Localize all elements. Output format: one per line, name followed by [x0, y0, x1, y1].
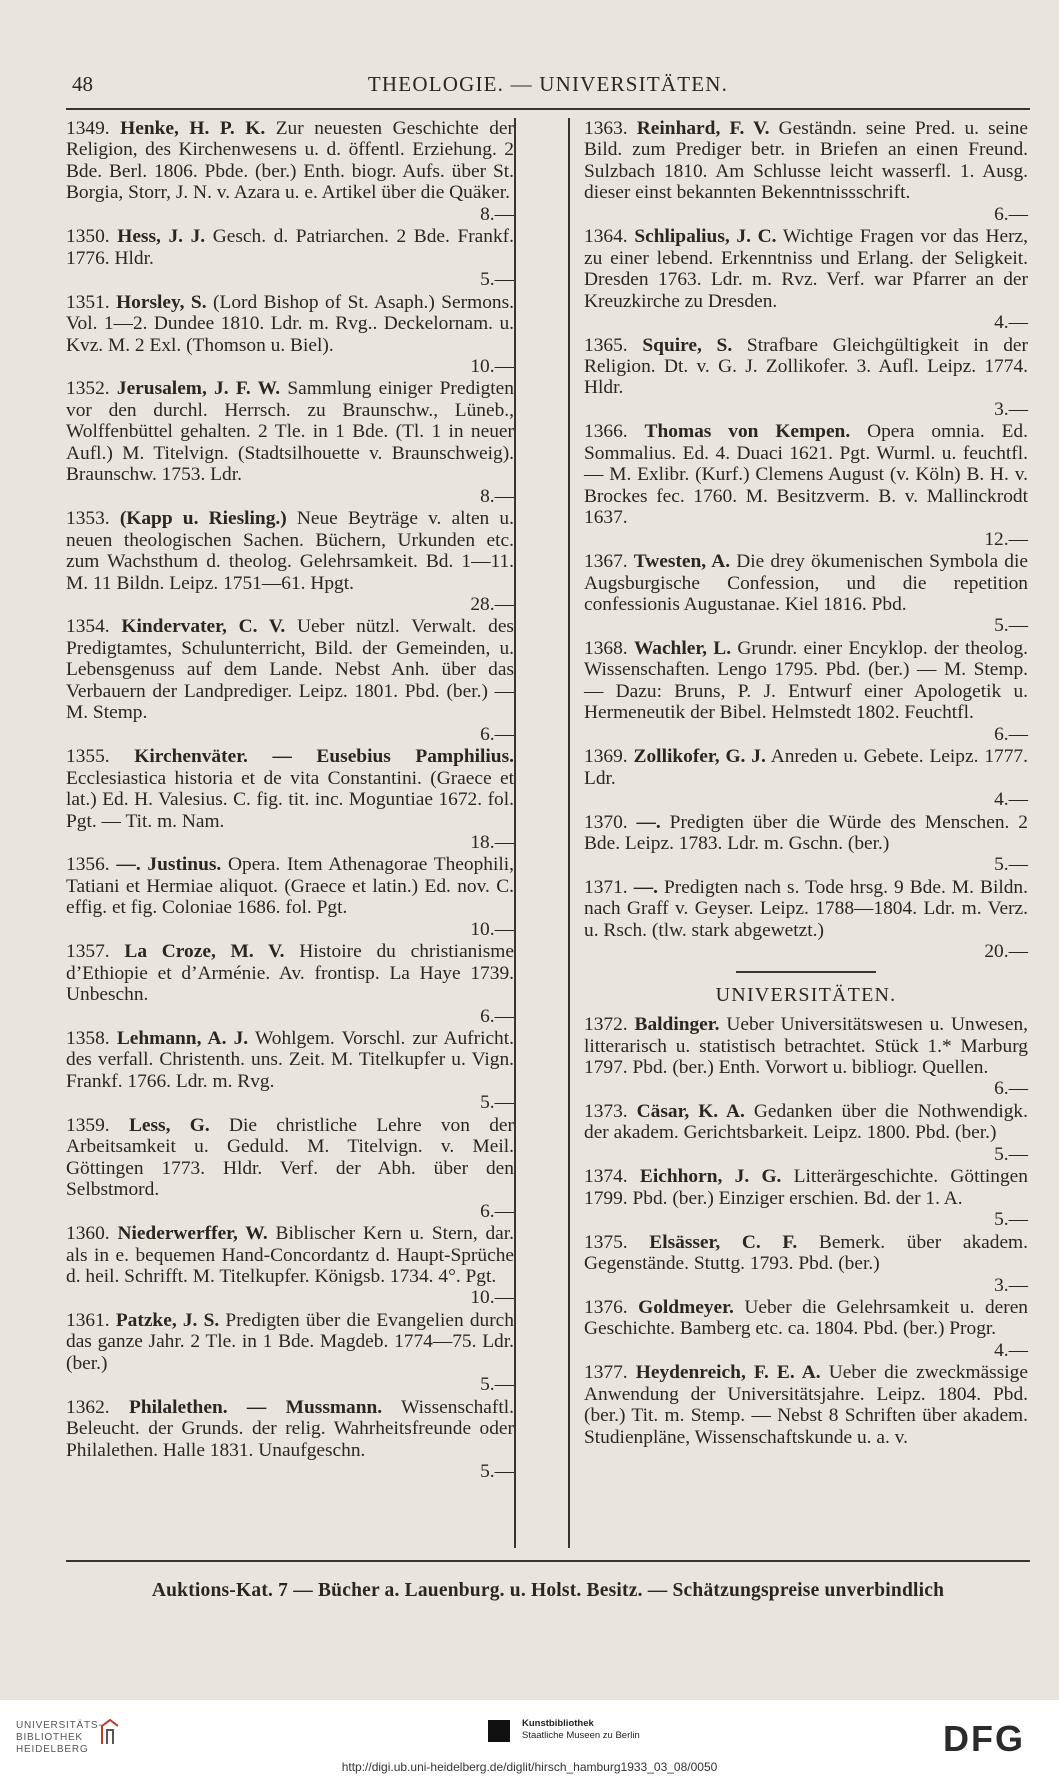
entry-number: 1363.: [584, 118, 628, 139]
catalog-entry: [584, 551, 1028, 637]
catalog-entry: [584, 1166, 1028, 1230]
entry-author: Baldinger.: [634, 1014, 720, 1036]
entry-author: Heydenreich, F. E. A.: [635, 1362, 821, 1384]
entry-price: 4.—: [994, 789, 1028, 811]
entry-price: 5.—: [480, 1374, 514, 1396]
entry-price: 3.—: [994, 398, 1028, 420]
entry-description: Gesch. d. Patriarchen. 2 Bde. Frankf. 1776. Hldr.: [66, 226, 514, 269]
entry-description: Histoire du christianisme d’Ethiopie et d’Arménie. Av. frontisp. La Haye 1739. Unbeschn.: [66, 941, 514, 1006]
entry-price: 5.—: [994, 1143, 1028, 1165]
entry-description: Predigten über die Würde des Menschen. 2 Bde. Leipz. 1783. Ldr. m. Gschn. (ber.): [584, 811, 1028, 854]
right-column-entries: [584, 118, 1028, 963]
library-logo-icon: [98, 1716, 122, 1748]
catalog-entry: [584, 1362, 1028, 1448]
catalog-entry: [66, 292, 514, 378]
library-line: UNIVERSITÄTS-: [16, 1720, 103, 1731]
entry-author: Patzke, J. S.: [115, 1309, 220, 1331]
entry-number: 1370.: [584, 811, 628, 833]
entry-number: 1351.: [66, 291, 110, 313]
entry-number: 1350.: [66, 226, 110, 248]
entry-author: Hess, J. J.: [117, 226, 206, 248]
entry-number: 1355.: [66, 746, 110, 768]
entry-description: Predigten nach s. Tode hrsg. 9 Bde. M. Bildn. nach Graff v. Geyser. Leipz. 1788—1804. Ldr. m. Verz. u. Rsch. (tlw. stark abgewetzt.): [584, 876, 1028, 941]
entry-price: 6.—: [994, 723, 1028, 745]
entry-price: 8.—: [480, 203, 514, 225]
entry-number: 1357.: [66, 941, 110, 963]
entry-price: 4.—: [994, 1339, 1028, 1361]
entry-description: Opera omnia. Ed. Sommalius. Ed. 4. Duaci 1621. Pgt. Wurml. u. feuchtfl. — M. Exlibr. (Kurf.) Clemens August (v. Köln) B. H. v. Brockes fec. 1760. M. Besitzverm. B. v. Mallinckrodt 1637.: [584, 421, 1028, 529]
entry-number: 1376.: [584, 1297, 628, 1319]
entry-description: Die christliche Lehre von der Arbeitsamkeit u. Geduld. M. Titelvign. v. Meil. Göttingen 1773. Hldr. Verf. der Abh. über den Selbstmord.: [66, 1114, 514, 1201]
entry-number: 1373.: [584, 1100, 628, 1122]
entry-description: Strafbare Gleichgültigkeit in der Religion. Dt. v. G. J. Zollikofer. 3. Aufl. Leipz. 1774. Hldr.: [584, 334, 1028, 399]
entry-description: Biblischer Kern u. Stern, dar. als in e. bequemen Hand-Concordantz d. Haupt-Sprüche d. heil. Schrifft. M. Titelkupfer. Königsb. 1734. 4°. Pgt.: [66, 1223, 514, 1288]
entry-description: Bemerk. über akadem. Gegenstände. Stuttg. 1793. Pbd. (ber.): [584, 1231, 1028, 1275]
entry-author: Less, G.: [128, 1114, 210, 1136]
entry-description: Sammlung einiger Predigten vor den durchl. Herrsch. zu Braunschw., Lüneb., Wolffenbüttel gehalten. 2 Tle. in 1 Bde. (Tl. 1 in neuer Aufl.) M. Titelvign. (Stadtsilhouette v. Braunschweig). Braunschw. 1753. Ldr.: [66, 378, 514, 486]
entry-number: 1364.: [584, 226, 628, 248]
catalog-entry: [66, 746, 514, 853]
entry-price: 6.—: [480, 1005, 514, 1027]
entry-description: Ecclesiastica historia et de vita Constantini. (Graece et lat.) Ed. H. Valesius. C. fig. tit. inc. Moguntiae 1672. fol. Pgt. — Tit. m. Nam.: [66, 767, 514, 832]
catalog-entry: [66, 616, 514, 745]
entry-author: Wachler, L.: [633, 637, 732, 659]
entry-price: 6.—: [480, 723, 514, 745]
entry-description: Litterärgeschichte. Göttingen 1799. Pbd. (ber.) Einziger erschien. Bd. der 1. A.: [584, 1166, 1028, 1209]
catalog-entry: [584, 226, 1028, 333]
entry-price: 5.—: [480, 1461, 514, 1483]
entry-number: 1367.: [584, 551, 628, 573]
catalog-entry: [66, 118, 514, 225]
entry-price: 12.—: [984, 528, 1028, 550]
entry-price: 5.—: [994, 1209, 1028, 1231]
entry-number: 1375.: [584, 1231, 628, 1253]
entry-description: Ueber nützl. Verwalt. des Predigtamtes, Schulunterricht, Bild. der Gemeinden, u. Lebensgenuss auf dem Lande. Nebst Anh. über das Verbauern der Landprediger. Leipz. 1801. Pbd. (ber.) — M. Stemp.: [66, 616, 514, 724]
entry-number: 1377.: [584, 1362, 628, 1384]
catalog-entry: [584, 1101, 1028, 1165]
entry-author: Zollikofer, G. J.: [633, 746, 766, 768]
catalog-entry: [66, 378, 514, 507]
catalog-entry: [66, 508, 514, 615]
entry-author: Twesten, A.: [633, 551, 731, 573]
entry-price: 4.—: [994, 312, 1028, 334]
entry-price: 28.—: [470, 593, 514, 615]
entry-author: Elsässer, C. F.: [649, 1231, 798, 1253]
entry-number: 1356.: [66, 854, 110, 876]
entry-price: 5.—: [994, 615, 1028, 637]
entry-author: Squire, S.: [642, 334, 733, 356]
entry-author: Lehmann, A. J.: [116, 1028, 249, 1050]
entry-price: 3.—: [994, 1274, 1028, 1296]
entry-description: Gedanken über die Nothwendigk. der akadem. Gerichtsbarkeit. Leipz. 1800. Pbd. (ber.): [584, 1100, 1028, 1144]
catalog-entry: [66, 1028, 514, 1114]
entry-author: Philalethen. — Mussmann.: [129, 1396, 383, 1418]
column-divider-right: [568, 118, 570, 1548]
section-divider: [736, 971, 876, 973]
entry-author: Thomas von Kempen.: [644, 421, 851, 443]
entry-author: Eichhorn, J. G.: [639, 1166, 782, 1188]
entry-price: 6.—: [994, 1078, 1028, 1100]
catalog-entry: [66, 226, 514, 290]
digitization-bar: [0, 1700, 1059, 1778]
entry-number: 1358.: [66, 1028, 110, 1050]
entry-description: Geständn. seine Pred. u. seine Bild. zum Prediger betr. in Briefen an einen Freund. Sulzbach 1810. Am Schlusse leicht wasserfl. 1. Ausg. dieser einst bekannten Bekenntnissschrift.: [584, 118, 1028, 204]
entry-price: 6.—: [994, 203, 1028, 225]
entry-description: Die drey ökumenischen Symbola die Augsburgische Confession, und die repetition confessionis Augustanae. Kiel 1816. Pbd.: [584, 551, 1028, 615]
catalog-entry: [584, 118, 1028, 225]
page-number: 48: [72, 72, 93, 96]
library-line: HEIDELBERG: [16, 1744, 89, 1755]
entry-number: 1374.: [584, 1166, 628, 1188]
entry-price: 10.—: [470, 355, 514, 377]
entry-author: La Croze, M. V.: [124, 941, 285, 963]
entry-author: Kindervater, C. V.: [121, 616, 286, 638]
entry-price: 10.—: [470, 1287, 514, 1309]
entry-number: 1362.: [66, 1396, 110, 1418]
catalog-entry: [584, 812, 1028, 876]
catalog-entry: [66, 854, 514, 940]
entry-number: 1352.: [66, 378, 110, 400]
catalog-entry: [584, 746, 1028, 810]
entry-description: Ueber Universitätswesen u. Unwesen, litterarisch u. statistisch betrachtet. Stück 1.* Marburg 1797. Pbd. (ber.) Enth. Vorwort u. bibliogr. Quellen.: [584, 1014, 1029, 1079]
entry-number: 1361.: [66, 1309, 110, 1331]
catalog-entry: [584, 421, 1028, 550]
entry-number: 1353.: [66, 508, 110, 530]
catalog-footer: Auktions-Kat. 7 — Bücher a. Lauenburg. u. Holst. Besitz. — Schätzungspreise unverbindlich: [151, 1580, 945, 1601]
entry-number: 1372.: [584, 1014, 628, 1036]
entry-author: Horsley, S.: [116, 291, 207, 313]
catalog-entry: [66, 1310, 514, 1396]
entry-author: Reinhard, F. V.: [636, 118, 770, 139]
kunst-subtitle: Staatliche Museen zu Berlin: [522, 1730, 640, 1741]
entry-author: Kirchenväter. — Eusebius Pamphilius.: [134, 746, 514, 768]
entry-price: 20.—: [984, 941, 1028, 963]
section-title: UNIVERSITÄTEN.: [715, 983, 897, 1006]
entry-author: (Kapp u. Riesling.): [119, 508, 287, 530]
catalog-entry: [584, 1297, 1028, 1361]
entry-author: —.: [636, 811, 661, 833]
entry-number: 1371.: [584, 876, 628, 898]
catalog-entry: [66, 1397, 514, 1483]
header-rule: [66, 108, 1030, 110]
entry-number: 1354.: [66, 616, 110, 638]
entry-price: 5.—: [480, 1092, 514, 1114]
kunst-title: Kunstbibliothek: [522, 1718, 594, 1729]
entry-author: Henke, H. P. K.: [120, 118, 266, 139]
catalog-entry: [584, 638, 1028, 745]
entry-number: 1368.: [584, 637, 628, 659]
entry-description: Ueber die zweckmässige Anwendung der Universitätsjahre. Leipz. 1804. Pbd. (ber.) Tit. m. Stemp. — Nebst 8 Schriften über akadem. Studienpläne, Wissenschaftskunde u. a. v.: [584, 1362, 1028, 1448]
entry-description: Wichtige Fragen vor das Herz, zu einer lebend. Erkenntniss und Erlang. der Seligkeit. Dresden 1763. Ldr. m. Rvz. Verf. war Pfarrer an der Kreuzkirche zu Dresden.: [584, 226, 1028, 312]
entry-description: Opera. Item Athenagorae Theophili, Tatiani et Hermiae aliquot. (Graece et latin.) Ed. nov. C. effig. et fig. Coloniae 1686. fol. Pgt.: [66, 854, 514, 919]
entry-price: 5.—: [994, 854, 1028, 876]
entry-number: 1366.: [584, 421, 628, 443]
footer-rule: [66, 1560, 1030, 1562]
catalog-entry: [584, 1232, 1028, 1296]
entry-description: Anreden u. Gebete. Leipz. 1777. Ldr.: [584, 746, 1028, 789]
entry-author: Jerusalem, J. F. W.: [116, 378, 281, 400]
entry-description: Grundr. einer Encyklop. der theolog. Wissenschaften. Lengo 1795. Pbd. (ber.) — M. Stemp. — Dazu: Bruns, P. J. Entwurf einer Apologetik u. Hermeneutik der Bibel. Helmstedt 1802. Feuchtfl.: [584, 637, 1029, 724]
entry-author: Goldmeyer.: [638, 1297, 734, 1319]
column-divider-left: [514, 118, 516, 1548]
right-column: [584, 118, 1028, 1449]
catalog-entry: [584, 877, 1028, 963]
library-name: [16, 1720, 103, 1756]
kunstbibliothek-logo-icon: [488, 1720, 510, 1742]
entry-author: —. Justinus.: [116, 854, 222, 876]
entry-description: Wohlgem. Vorschl. zur Aufricht. des verfall. Christenth. uns. Zeit. M. Titelkupfer u. Vign. Frankf. 1766. Ldr. m. Rvg.: [66, 1028, 514, 1092]
entry-price: 10.—: [470, 918, 514, 940]
catalog-entry: [66, 941, 514, 1027]
source-url[interactable]: http://digi.ub.uni-heidelberg.de/diglit/hirsch_hamburg1933_03_08/0050: [341, 1760, 718, 1774]
entry-author: Niederwerffer, W.: [117, 1223, 268, 1245]
catalog-entry: [66, 1223, 514, 1309]
running-head: THEOLOGIE. — UNIVERSITÄTEN.: [367, 72, 729, 96]
entry-number: 1359.: [66, 1114, 110, 1136]
entry-author: Schlipalius, J. C.: [634, 226, 777, 248]
dfg-logo: DFG: [943, 1718, 1025, 1759]
entry-author: —.: [633, 876, 658, 898]
left-column: [66, 118, 514, 1484]
entry-price: 8.—: [480, 485, 514, 507]
catalog-entry: [66, 1115, 514, 1222]
kunstbibliothek-credit: [522, 1718, 640, 1742]
section-entries: [584, 1014, 1028, 1448]
entry-number: 1369.: [584, 746, 628, 768]
entry-description: Zur neuesten Geschichte der Religion, des Kirchenwesens u. d. öffentl. Erziehung. 2 Bde. Berl. 1806. Pbde. (ber.) Enth. biogr. Aufs. über St. Borgia, Storr, J. N. v. Azara u. e. Artikel über die Quäker.: [66, 118, 514, 204]
entry-price: 6.—: [480, 1200, 514, 1222]
entry-number: 1360.: [66, 1223, 110, 1245]
entry-description: Predigten über die Evangelien durch das ganze Jahr. 2 Tle. in 1 Bde. Magdeb. 1774—75. Ldr. (ber.): [66, 1309, 514, 1374]
entry-description: Wissenschaftl. Beleucht. der Grunds. der relig. Wahrheitsfreunde oder Philalethen. Halle 1831. Unaufgeschn.: [66, 1396, 514, 1461]
entry-author: Cäsar, K. A.: [636, 1100, 745, 1122]
catalog-entry: [584, 335, 1028, 421]
entry-number: 1349.: [66, 118, 110, 139]
entry-price: 18.—: [470, 831, 514, 853]
catalog-entry: [584, 1014, 1028, 1100]
library-line: BIBLIOTHEK: [16, 1732, 83, 1743]
entry-description: Ueber die Gelehrsamkeit u. deren Geschichte. Bamberg etc. ca. 1804. Pbd. (ber.) Progr.: [584, 1297, 1029, 1340]
page-header: [66, 68, 1030, 100]
entry-price: 5.—: [480, 269, 514, 291]
entry-description: (Lord Bishop of St. Asaph.) Sermons. Vol. 1—2. Dundee 1810. Ldr. m. Rvg.. Deckelornam. u. Kvz. M. 2 Exl. (Thomson u. Biel).: [66, 291, 514, 356]
entry-description: Neue Beyträge v. alten u. neuen theologischen Sachen. Büchern, Urkunden etc. zum Wachsthum d. theolog. Gelehrsamkeit. Bd. 1—11. M. 11 Bildn. Leipz. 1751—61. Hpgt.: [66, 508, 514, 594]
entry-number: 1365.: [584, 334, 628, 356]
